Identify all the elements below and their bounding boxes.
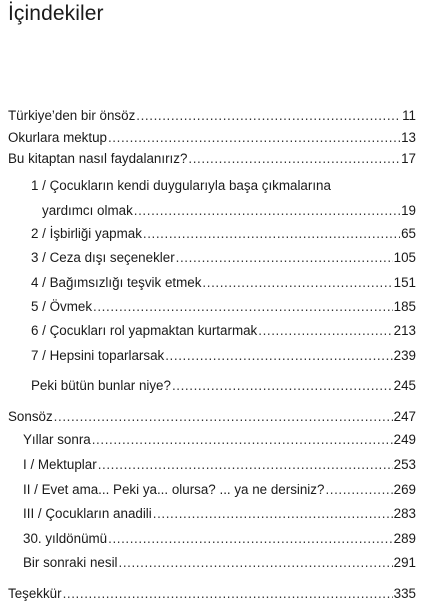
toc-page-number: 253: [393, 457, 416, 472]
toc-entry-30th-anniversary[interactable]: [0, 527, 416, 547]
toc-entry-label: 5 / Övmek: [31, 299, 93, 314]
toc-page-number: 151: [393, 275, 416, 290]
toc-leader: [176, 250, 393, 266]
toc-page-number: 247: [393, 409, 416, 424]
toc-leader: [93, 299, 393, 315]
toc-entry-label: yardımcı olmak: [42, 203, 133, 218]
toc-leader: [119, 555, 393, 571]
toc-entry-afterword[interactable]: [0, 405, 416, 425]
toc-entry-label: Teşekkür: [8, 586, 62, 601]
toc-entry-label: II / Evet ama... Peki ya... olursa? ... ya ne dersiniz?: [23, 482, 325, 497]
toc-leader: [136, 108, 401, 124]
toc-page-number: 283: [393, 506, 416, 521]
toc-entry-label: 3 / Ceza dışı seçenekler: [31, 250, 175, 265]
toc-page-number: 185: [393, 299, 416, 314]
toc-entry-chapter-3[interactable]: [0, 246, 416, 266]
toc-entry-chapter-7[interactable]: [0, 344, 416, 364]
toc-entry-chapter-2[interactable]: [0, 222, 416, 242]
toc-entry-years-later[interactable]: [0, 428, 416, 448]
toc-entry-label: Yıllar sonra: [23, 432, 91, 447]
toc-entry-chapter-1-line1[interactable]: 1 / Çocukların kendi duygularıyla başa çıkmalarına: [31, 178, 331, 193]
toc-entry-label: Peki bütün bunlar niye?: [31, 378, 171, 393]
toc-entry-label: Sonsöz: [8, 409, 53, 424]
toc-leader: [54, 409, 393, 425]
toc-entry-why-all-this[interactable]: [0, 374, 416, 394]
toc-entry-label: I / Mektuplar: [23, 457, 97, 472]
toc-page-number: 17: [401, 151, 416, 166]
toc-entry-preface[interactable]: [0, 104, 416, 124]
toc-entry-how-to-use[interactable]: [0, 147, 416, 167]
toc-entry-label: Okurlara mektup: [8, 130, 107, 145]
toc-entry-label: 4 / Bağımsızlığı teşvik etmek: [31, 275, 202, 290]
toc-entry-yes-but[interactable]: [0, 478, 416, 498]
toc-entry-label: Bir sonraki nesil: [23, 555, 118, 570]
toc-entry-label: 6 / Çocukları rol yapmaktan kurtarmak: [31, 323, 258, 338]
toc-page-number: 13: [401, 130, 416, 145]
toc-leader: [172, 378, 393, 394]
toc-entry-label: 7 / Hepsini toparlarsak: [31, 348, 165, 363]
toc-leader: [153, 506, 393, 522]
toc-page-number: 19: [401, 203, 416, 218]
toc-leader: [188, 151, 400, 167]
toc-page-number: 11: [402, 108, 416, 123]
toc-page-number: 239: [393, 348, 416, 363]
toc-page-number: 335: [393, 586, 416, 601]
toc-page-number: 213: [393, 323, 416, 338]
toc-entry-chapter-5[interactable]: [0, 295, 416, 315]
toc-entry-label: Bu kitaptan nasıl faydalanırız?: [8, 151, 188, 166]
toc-page-number: 105: [393, 250, 416, 265]
toc-leader: [108, 531, 393, 547]
toc-entry-acknowledgements[interactable]: [0, 582, 416, 602]
page-title: İçindekiler: [8, 2, 104, 25]
toc-entry-next-generation[interactable]: [0, 551, 416, 571]
toc-leader: [165, 348, 392, 364]
toc-page-number: 269: [393, 482, 416, 497]
toc-entry-letter-to-readers[interactable]: [0, 126, 416, 146]
toc-entry-label: Türkiye’den bir önsöz: [8, 108, 136, 123]
toc-entry-label: 2 / İşbirliği yapmak: [31, 226, 142, 241]
toc-entry-childrens-mother-tongue[interactable]: [0, 502, 416, 522]
toc-entry-chapter-1[interactable]: [0, 199, 416, 219]
toc-leader: [108, 130, 400, 146]
toc-entry-chapter-4[interactable]: [0, 271, 416, 291]
toc-entry-label: 30. yıldönümü: [23, 531, 108, 546]
toc-leader: [258, 323, 392, 339]
toc-entry-label: III / Çocukların anadili: [23, 506, 152, 521]
toc-leader: [202, 275, 392, 291]
toc-leader: [98, 457, 393, 473]
toc-page-number: 249: [393, 432, 416, 447]
toc-page-number: 245: [393, 378, 416, 393]
toc-page-number: 289: [393, 531, 416, 546]
toc-page-number: 291: [393, 555, 416, 570]
toc-entry-letters[interactable]: [0, 453, 416, 473]
toc-page-number: 65: [401, 226, 416, 241]
toc-leader: [134, 203, 400, 219]
toc-entry-chapter-6[interactable]: [0, 319, 416, 339]
toc-leader: [143, 226, 400, 242]
toc-leader: [325, 482, 392, 498]
toc-leader: [92, 432, 393, 448]
